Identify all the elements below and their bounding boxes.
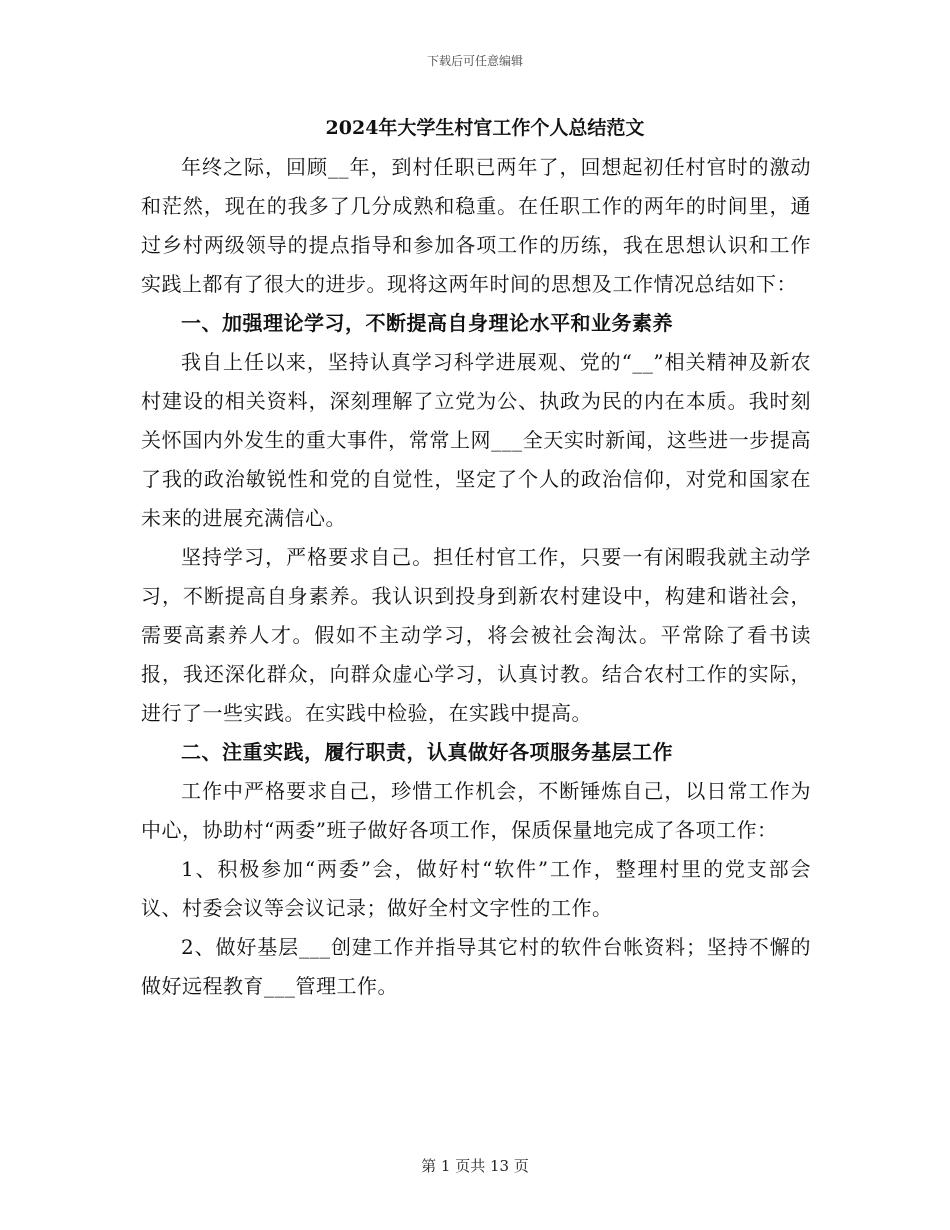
section-heading-2: 二、注重实践，履行职责，认真做好各项服务基层工作 — [181, 740, 673, 764]
paragraph-self-discipline: 坚持学习，严格要求自己。担任村官工作，只要一有闲暇我就主动学习，不断提高自身素养。我认识到投身到新农村建设中，构建和谐社会，需要高素养人才。假如不主动学习，将会被社会淘汰。平常除了看书读报，我还深化群众，向群众虚心学习，认真讨教。结合农村工作的实际，进行了一些实践。在实践中检验，在实践中提高。 — [141, 545, 811, 725]
document-body — [141, 108, 811, 1006]
list-item-2: 2、做好基层___创建工作并指导其它村的软件台帐资料；坚持不懈的做好远程教育___管理工作。 — [141, 935, 811, 998]
page-header-note: 下载后可任意编辑 — [426, 54, 523, 68]
document-title: 2024年大学生村官工作个人总结范文 — [325, 117, 645, 139]
paragraph-theory-study: 我自上任以来，坚持认真学习科学进展观、党的“__”相关精神及新农村建设的相关资料，深刻理解了立党为公、执政为民的内在本质。我时刻关怀国内外发生的重大事件，常常上网___全天实时新闻，这些进一步提高了我的政治敏锐性和党的自觉性，坚定了个人的政治信仰，对党和国家在未来的进展充满信心。 — [141, 350, 811, 530]
paragraph-intro: 年终之际，回顾__年，到村任职已两年了，回想起初任村官时的激动和茫然，现在的我多了几分成熟和稳重。在任职工作的两年的时间里，通过乡村两级领导的提点指导和参加各项工作的历练，我在思想认识和工作实践上都有了很大的进步。现将这两年时间的思想及工作情况总结如下： — [141, 155, 811, 296]
list-item-1: 1、积极参加“两委”会，做好村“软件”工作，整理村里的党支部会议、村委会议等会议记录；做好全村文字性的工作。 — [141, 857, 811, 920]
page-number: 第 1 页共 13 页 — [421, 1157, 529, 1175]
paragraph-work-practice: 工作中严格要求自己，珍惜工作机会，不断锤炼自己，以日常工作为中心，协助村“两委”班子做好各项工作，保质保量地完成了各项工作： — [141, 779, 811, 842]
section-heading-1: 一、加强理论学习，不断提高自身理论水平和业务素养 — [181, 311, 673, 335]
